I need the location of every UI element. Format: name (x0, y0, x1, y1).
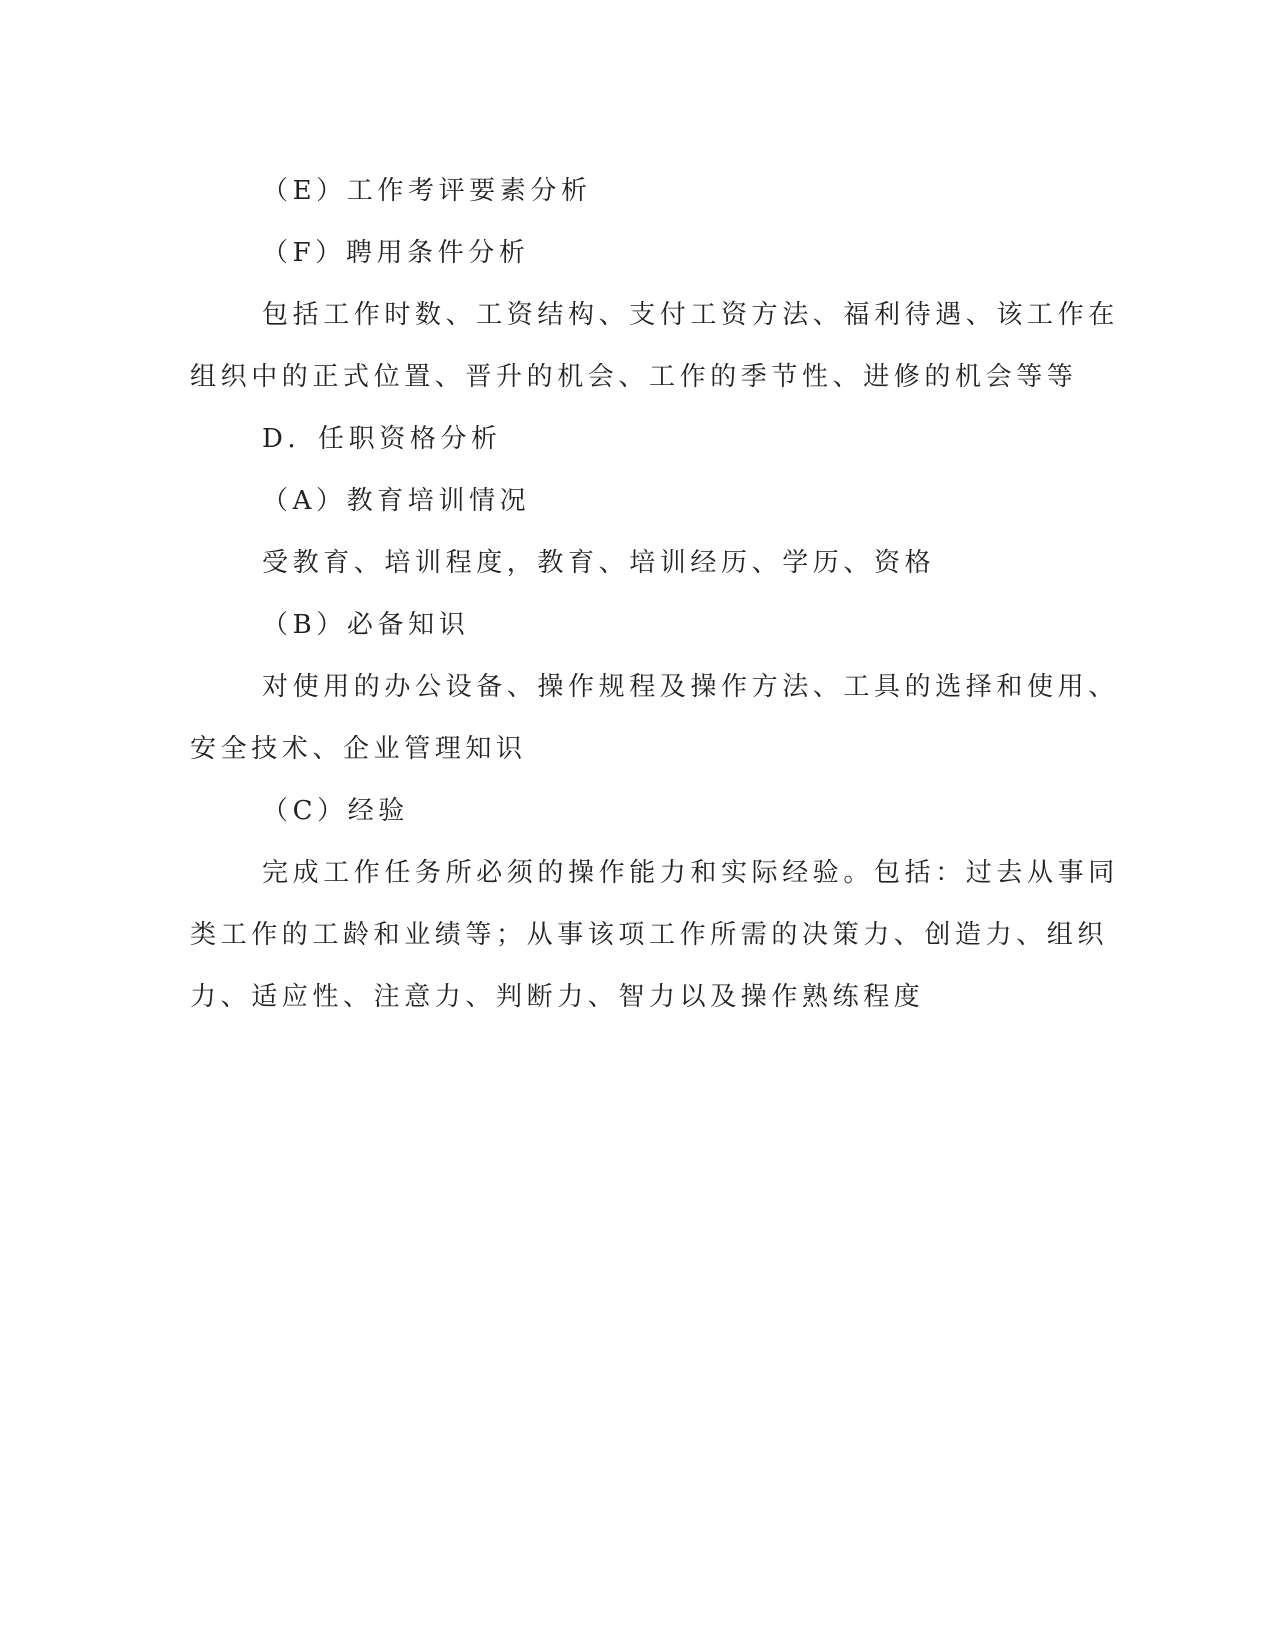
subsection-b-heading: （B）必备知识 (262, 610, 470, 640)
subsection-c-heading: （C）经验 (262, 796, 409, 826)
subsection-c-paragraph-line-1: 完成工作任务所必须的操作能力和实际经验。包括：过去从事同 (262, 858, 1119, 888)
section-f-paragraph-line-2: 组织中的正式位置、晋升的机会、工作的季节性、进修的机会等等 (190, 362, 1078, 392)
document-body (190, 160, 1119, 1028)
section-f-paragraph-line-1: 包括工作时数、工资结构、支付工资方法、福利待遇、该工作在 (262, 300, 1119, 330)
section-f-heading: （F）聘用条件分析 (262, 238, 530, 268)
subsection-b-paragraph-line-2: 安全技术、企业管理知识 (190, 734, 527, 764)
section-e-heading: （E）工作考评要素分析 (262, 176, 592, 206)
subsection-c-paragraph-line-2: 类工作的工龄和业绩等；从事该项工作所需的决策力、创造力、组织 (190, 920, 1109, 950)
subsection-a-heading: （A）教育培训情况 (262, 486, 531, 516)
subsection-b-paragraph-line-1: 对使用的办公设备、操作规程及操作方法、工具的选择和使用、 (262, 672, 1119, 702)
subsection-a-paragraph: 受教育、培训程度，教育、培训经历、学历、资格 (262, 548, 936, 578)
section-d-heading: D．任职资格分析 (262, 424, 502, 454)
subsection-c-paragraph-line-3: 力、适应性、注意力、判断力、智力以及操作熟练程度 (190, 982, 925, 1012)
